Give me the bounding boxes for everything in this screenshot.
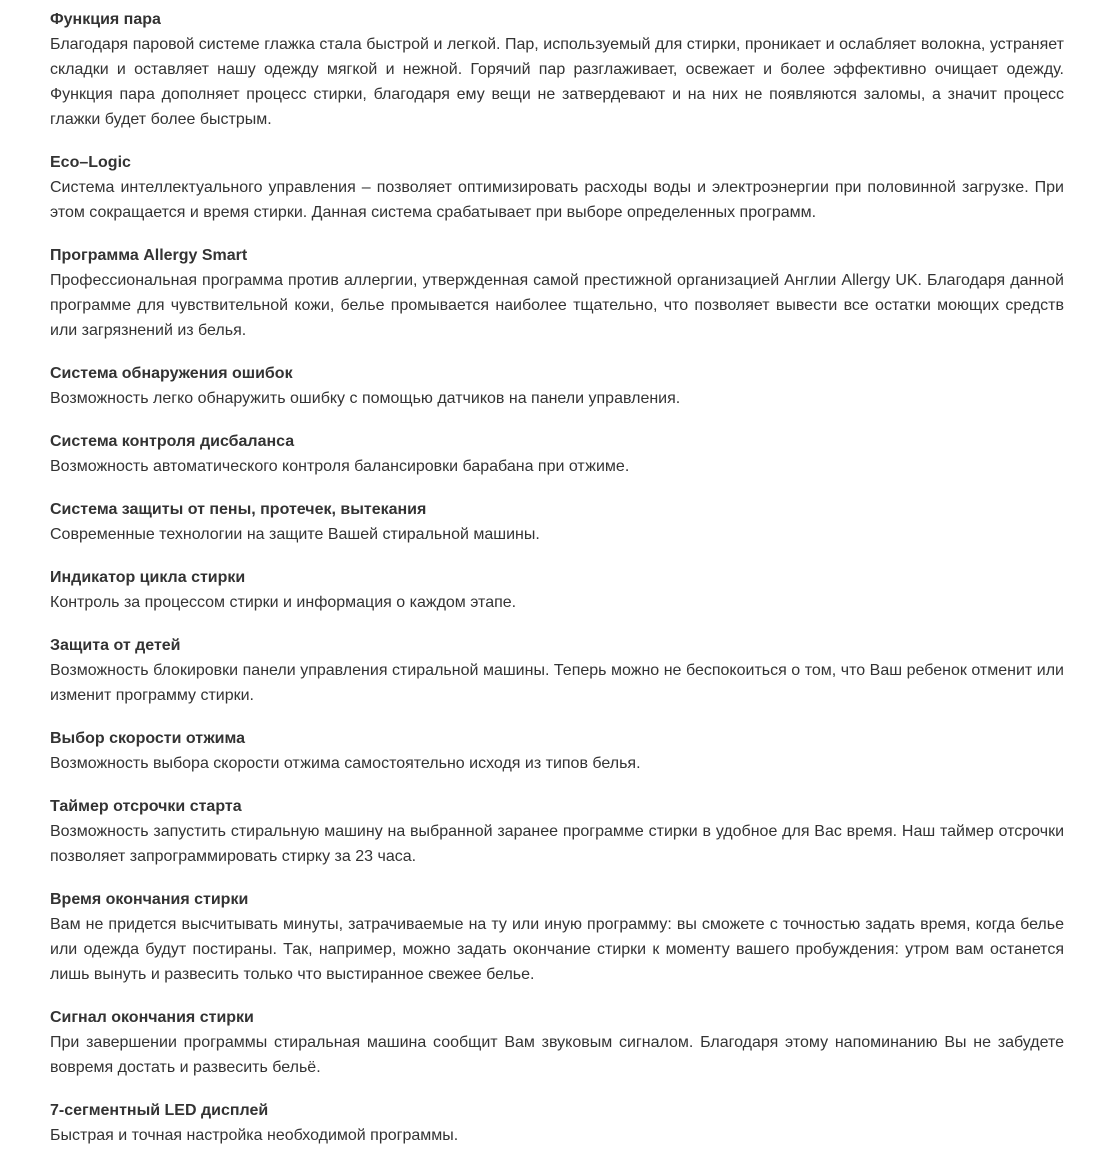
- feature-section: [50, 243, 1064, 343]
- feature-section: [50, 726, 1064, 776]
- feature-description: Возможность выбора скорости отжима самостоятельно исходя из типов белья.: [50, 755, 641, 772]
- feature-title: Защита от детей: [50, 637, 181, 654]
- feature-section: [50, 1005, 1064, 1080]
- feature-section: [50, 1098, 1064, 1148]
- feature-section: [50, 794, 1064, 869]
- feature-section: [50, 7, 1064, 132]
- feature-description: При завершении программы стиральная машина сообщит Вам звуковым сигналом. Благодаря этому напоминанию Вы не забудете вовремя достать и развесить бельё.: [50, 1034, 1064, 1076]
- feature-description: Благодаря паровой системе глажка стала быстрой и легкой. Пар, используемый для стирки, проникает и ослабляет волокна, устраняет складки и оставляет нашу одежду мягкой и нежной. Горячий пар разглаживает, освежает и более эффективно очищает одежду. Функция пара дополняет процесс стирки, благодаря ему вещи не затвердевают и на них не появляются заломы, а значит процесс глажки будет более быстрым.: [50, 36, 1064, 128]
- feature-description: Современные технологии на защите Вашей стиральной машины.: [50, 526, 540, 543]
- feature-title: 7-сегментный LED дисплей: [50, 1102, 269, 1119]
- feature-title: Функция пара: [50, 11, 161, 28]
- feature-section: [50, 150, 1064, 225]
- feature-title: Таймер отсрочки старта: [50, 798, 242, 815]
- feature-title: Система контроля дисбаланса: [50, 433, 295, 450]
- feature-description: Контроль за процессом стирки и информация о каждом этапе.: [50, 594, 517, 611]
- feature-title: Система обнаружения ошибок: [50, 365, 293, 382]
- feature-section: [50, 497, 1064, 547]
- feature-description: Возможность автоматического контроля балансировки барабана при отжиме.: [50, 458, 630, 475]
- feature-title: Индикатор цикла стирки: [50, 569, 246, 586]
- feature-section: [50, 887, 1064, 987]
- feature-description: Профессиональная программа против аллергии, утвержденная самой престижной организацией Англии Allergy UK. Благодаря данной программе для чувствительной кожи, белье промывается наиболее тщательно, что позволяет вывести все остатки моющих средств или загрязнений из белья.: [50, 272, 1064, 339]
- feature-description: Возможность блокировки панели управления стиральной машины. Теперь можно не беспокоиться о том, что Ваш ребенок отменит или изменит программу стирки.: [50, 662, 1064, 704]
- feature-description: Возможность легко обнаружить ошибку с помощью датчиков на панели управления.: [50, 390, 681, 407]
- feature-section: [50, 633, 1064, 708]
- feature-description: Быстрая и точная настройка необходимой программы.: [50, 1127, 459, 1144]
- feature-description: Система интеллектуального управления – позволяет оптимизировать расходы воды и электроэнергии при половинной загрузке. При этом сокращается и время стирки. Данная система срабатывает при выборе определенных программ.: [50, 179, 1064, 221]
- feature-title: Система защиты от пены, протечек, вытекания: [50, 501, 427, 518]
- feature-section: [50, 565, 1064, 615]
- feature-section: [50, 361, 1064, 411]
- feature-title: Выбор скорости отжима: [50, 730, 246, 747]
- feature-title: Сигнал окончания стирки: [50, 1009, 254, 1026]
- feature-title: Время окончания стирки: [50, 891, 249, 908]
- feature-title: Программа Allergy Smart: [50, 247, 248, 264]
- feature-title: Eco–Logic: [50, 154, 131, 171]
- feature-section: [50, 429, 1064, 479]
- feature-description: Возможность запустить стиральную машину на выбранной заранее программе стирки в удобное для Вас время. Наш таймер отсрочки позволяет запрограммировать стирку за 23 часа.: [50, 823, 1064, 865]
- feature-description: Вам не придется высчитывать минуты, затрачиваемые на ту или иную программу: вы сможете с точностью задать время, когда белье или одежда будут постираны. Так, например, можно задать окончание стирки к моменту вашего пробуждения: утром вам останется лишь вынуть и развесить только что выстиранное свежее белье.: [50, 916, 1064, 983]
